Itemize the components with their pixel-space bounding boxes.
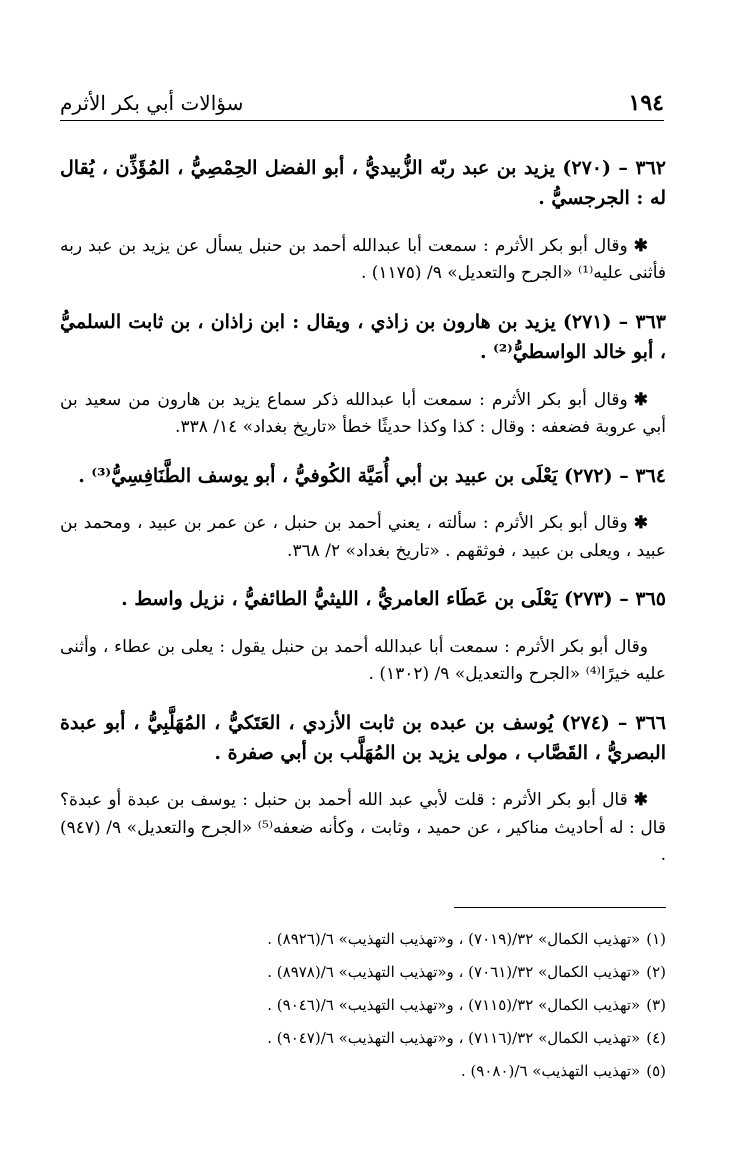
entry-365 bbox=[60, 584, 666, 688]
footnote-number: (٢) bbox=[646, 963, 666, 981]
entry-heading: ٣٦٢ – (٢٧٠) يزيد بن عبد ربّه الزُّبيديُّ ، أبو الفضل الحِمْصِيُّ ، المُؤَذِّن ، يُقال له : الجرجسيُّ . bbox=[60, 157, 666, 210]
entry-363 bbox=[60, 307, 666, 442]
footnote-number: (٥) bbox=[646, 1062, 666, 1080]
entry-364 bbox=[60, 461, 666, 565]
page-header bbox=[60, 86, 664, 121]
footnote-item bbox=[60, 924, 666, 954]
entry-body-text: قال أبو بكر الأثرم : قلت لأبي عبد الله أحمد بن حنبل : يوسف بن عبدة أو عبدة؟ قال : له أحاديث مناكير ، عن حميد ، وثابت ، وكأنه ضعفه⁽⁵⁾ «الجرح والتعديل» ٩/ (٩٤٧) . bbox=[60, 790, 666, 866]
footnote-item bbox=[60, 957, 666, 987]
main-text bbox=[60, 134, 666, 874]
star-icon: ✱ bbox=[633, 513, 648, 534]
star-icon: ✱ bbox=[633, 235, 648, 256]
entry-body-text: وقال أبو بكر الأثرم : سألته ، يعني أحمد بن حنبل ، عن عمر بن عبيد ، ومحمد بن عبيد ، ويعلى بن عبيد ، فوثقهم . «تاريخ بغداد» ٢/ ٣٦٨. bbox=[60, 513, 666, 561]
entry-body bbox=[60, 387, 666, 442]
star-icon: ✱ bbox=[633, 790, 648, 811]
entry-body bbox=[60, 233, 666, 288]
footnote-number: (٣) bbox=[646, 996, 666, 1014]
footnote-item bbox=[60, 990, 666, 1020]
entry-body: وقال أبو بكر الأثرم : سمعت أبا عبدالله أحمد بن حنبل يقول : يعلى بن عطاء ، وأثنى عليه خيرًا⁽⁴⁾ «الجرح والتعديل» ٩/ (١٣٠٢) . bbox=[60, 636, 666, 685]
footnote-item bbox=[60, 1056, 666, 1086]
footnote-text: «تهذيب الكمال» ٣٢/(٧١١٦) ، و«تهذيب التهذيب» ٦/(٩٠٤٧) . bbox=[267, 1029, 641, 1047]
footnotes bbox=[60, 924, 666, 1089]
entry-body bbox=[60, 787, 666, 870]
entry-heading: ٣٦٦ – (٢٧٤) يُوسف بن عبده بن ثابت الأزدي ، العَتَكيُّ ، المُهَلَّبِيُّ ، أبو عبدة البصريُّ ، القَصَّاب ، مولى يزيد بن المُهَلَّب بن أبي صفرة . bbox=[60, 711, 666, 764]
entry-body-text: وقال أبو بكر الأثرم : سمعت أبا عبدالله أحمد بن حنبل يسأل عن يزيد بن عبد ربه فأثنى عليه⁽¹⁾ «الجرح والتعديل» ٩/ (١١٧٥) . bbox=[60, 235, 666, 284]
running-title: سؤالات أبي بكر الأثرم bbox=[60, 91, 244, 115]
entry-362 bbox=[60, 153, 666, 288]
footnote-number: (٤) bbox=[646, 1029, 666, 1047]
entry-heading: ٣٦٣ – (٢٧١) يزيد بن هارون بن زاذي ، ويقال : ابن زاذان ، بن ثابت السلميُّ ، أبو خالد الواسطيُّ⁽²⁾ . bbox=[60, 310, 666, 364]
footnote-text: «تهذيب التهذيب» ٦/(٩٠٨٠) . bbox=[460, 1062, 641, 1080]
entry-366 bbox=[60, 708, 666, 870]
footnote-item bbox=[60, 1023, 666, 1053]
entry-body bbox=[60, 510, 666, 565]
entry-heading: ٣٦٤ – (٢٧٢) يَعْلَى بن عبيد بن أبي أُمَيَّة الكُوفيُّ ، أبو يوسف الطَّنَافِسِيُّ⁽³⁾ . bbox=[78, 464, 666, 487]
footnote-text: «تهذيب الكمال» ٣٢/(٧٠٦١) ، و«تهذيب التهذيب» ٦/(٨٩٧٨) . bbox=[267, 963, 641, 981]
page-number: ١٩٤ bbox=[628, 90, 664, 116]
footnote-text: «تهذيب الكمال» ٣٢/(٧١١٥) ، و«تهذيب التهذيب» ٦/(٩٠٤٦) . bbox=[267, 996, 641, 1014]
entry-body-text: وقال أبو بكر الأثرم : سمعت أبا عبدالله ذكر سماع يزيد بن هارون من سعيد بن أبي عروبة فضعفه : وقال : كذا وكذا حديثًا خطأ «تاريخ بغداد» ١٤/ ٣٣٨. bbox=[60, 389, 666, 438]
footnote-text: «تهذيب الكمال» ٣٢/(٧٠١٩) ، و«تهذيب التهذيب» ٦/(٨٩٢٦) . bbox=[267, 930, 641, 948]
footnote-separator bbox=[454, 907, 666, 908]
entry-heading: ٣٦٥ – (٢٧٣) يَعْلَى بن عَطَاء العامريُّ ، الليثيُّ الطائفيُّ ، نزيل واسط . bbox=[121, 588, 666, 611]
footnote-number: (١) bbox=[646, 930, 666, 948]
star-icon: ✱ bbox=[633, 389, 648, 410]
